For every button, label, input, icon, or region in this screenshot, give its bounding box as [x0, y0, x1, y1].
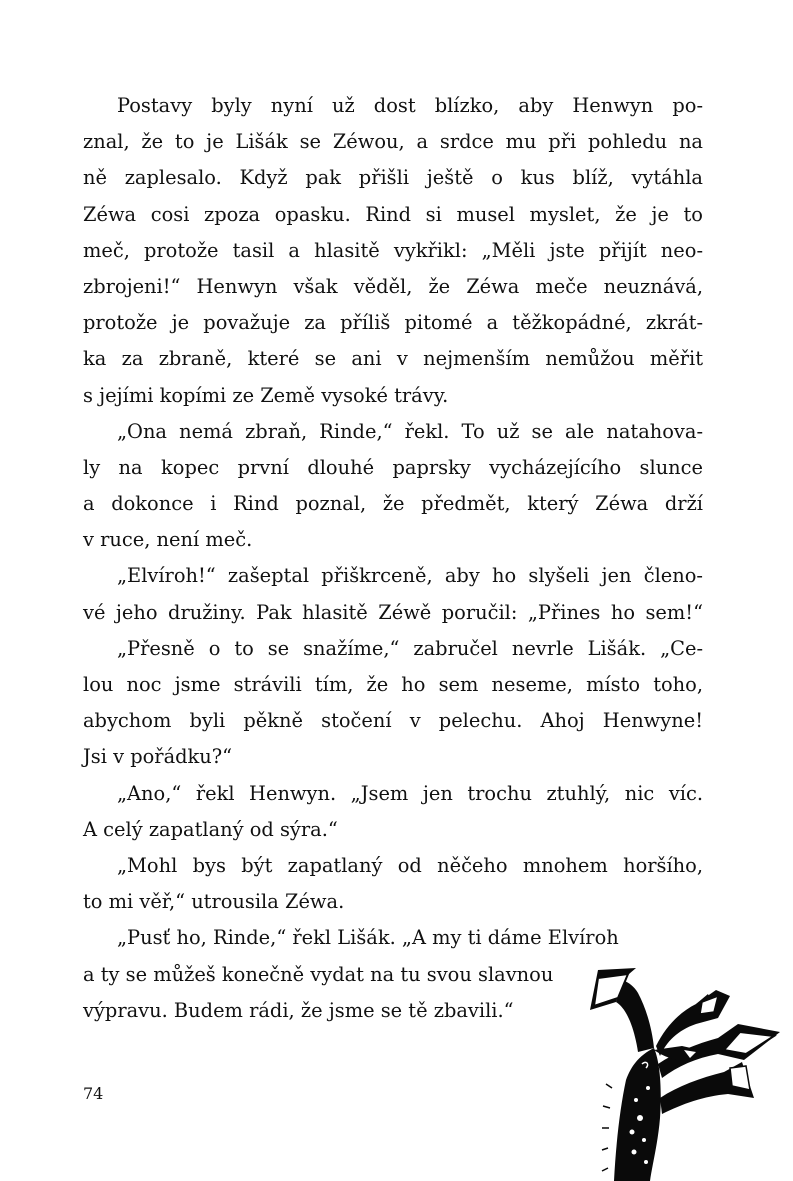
text-line: znal, že to je Lišák se Zéwou, a srdce mu při pohledu na — [83, 130, 703, 154]
text-line: ka za zbraně, které se ani v nejmenším nemůžou měřit — [83, 347, 703, 371]
text-line: ně zaplesalo. Když pak přišli ještě o kus blíž, vytáhla — [83, 166, 703, 190]
text-line: Zéwa cosi zpoza opasku. Rind si musel myslet, že je to — [83, 202, 703, 226]
text-line: abychom byli pěkně stočení v pelechu. Ahoj Henwyne! — [83, 709, 703, 733]
text-line: zbrojeni!“ Henwyn však věděl, že Zéwa meče neuznává, — [83, 274, 703, 298]
text-line: Jsi v pořádku?“ — [83, 745, 233, 769]
text-line: ly na kopec první dlouhé paprsky vycházejícího slunce — [83, 455, 703, 479]
text-line: vé jeho družiny. Pak hlasitě Zéwě poručil: „Přines ho sem!“ — [83, 600, 703, 624]
body-text — [83, 88, 703, 1029]
text-line: „Přesně o to se snažíme,“ zabručel nevrle Lišák. „Ce- — [117, 636, 703, 660]
text-line: lou noc jsme strávili tím, že ho sem neseme, místo toho, — [83, 673, 703, 696]
text-line: „Pusť ho, Rinde,“ řekl Lišák. „A my ti dáme Elvíroh — [117, 926, 619, 950]
text-line: meč, protože tasil a hlasitě vykřikl: „Měli jste přijít neo- — [83, 238, 703, 262]
text-line: a ty se můžeš konečně vydat na tu svou slavnou — [83, 962, 554, 986]
page-number: 74 — [83, 1084, 104, 1103]
text-line: výpravu. Budem rádi, že jsme se tě zbavili.“ — [83, 998, 514, 1022]
text-line: „Ano,“ řekl Henwyn. „Jsem jen trochu ztuhlý, nic víc. — [117, 781, 703, 805]
plant-illustration-icon — [568, 968, 793, 1181]
text-line: „Mohl bys být zapatlaný od něčeho mnohem horšího, — [117, 853, 703, 877]
text-line: s jejími kopími ze Země vysoké trávy. — [83, 383, 449, 407]
text-line: A celý zapatlaný od sýra.“ — [83, 817, 338, 841]
text-line: a dokonce i Rind poznal, že předmět, který Zéwa drží — [83, 492, 703, 516]
text-line: „Elvíroh!“ zašeptal přiškrceně, aby ho slyšeli jen členo- — [117, 564, 703, 588]
text-line: protože je považuje za příliš pitomé a těžkopádné, zkrát- — [83, 311, 703, 335]
text-line: v ruce, není meč. — [83, 528, 253, 552]
text-line: „Ona nemá zbraň, Rinde,“ řekl. To už se ale natahova- — [117, 419, 703, 443]
text-line: to mi věř,“ utrousila Zéwa. — [83, 890, 345, 914]
text-line: Postavy byly nyní už dost blízko, aby Henwyn po- — [117, 94, 703, 117]
